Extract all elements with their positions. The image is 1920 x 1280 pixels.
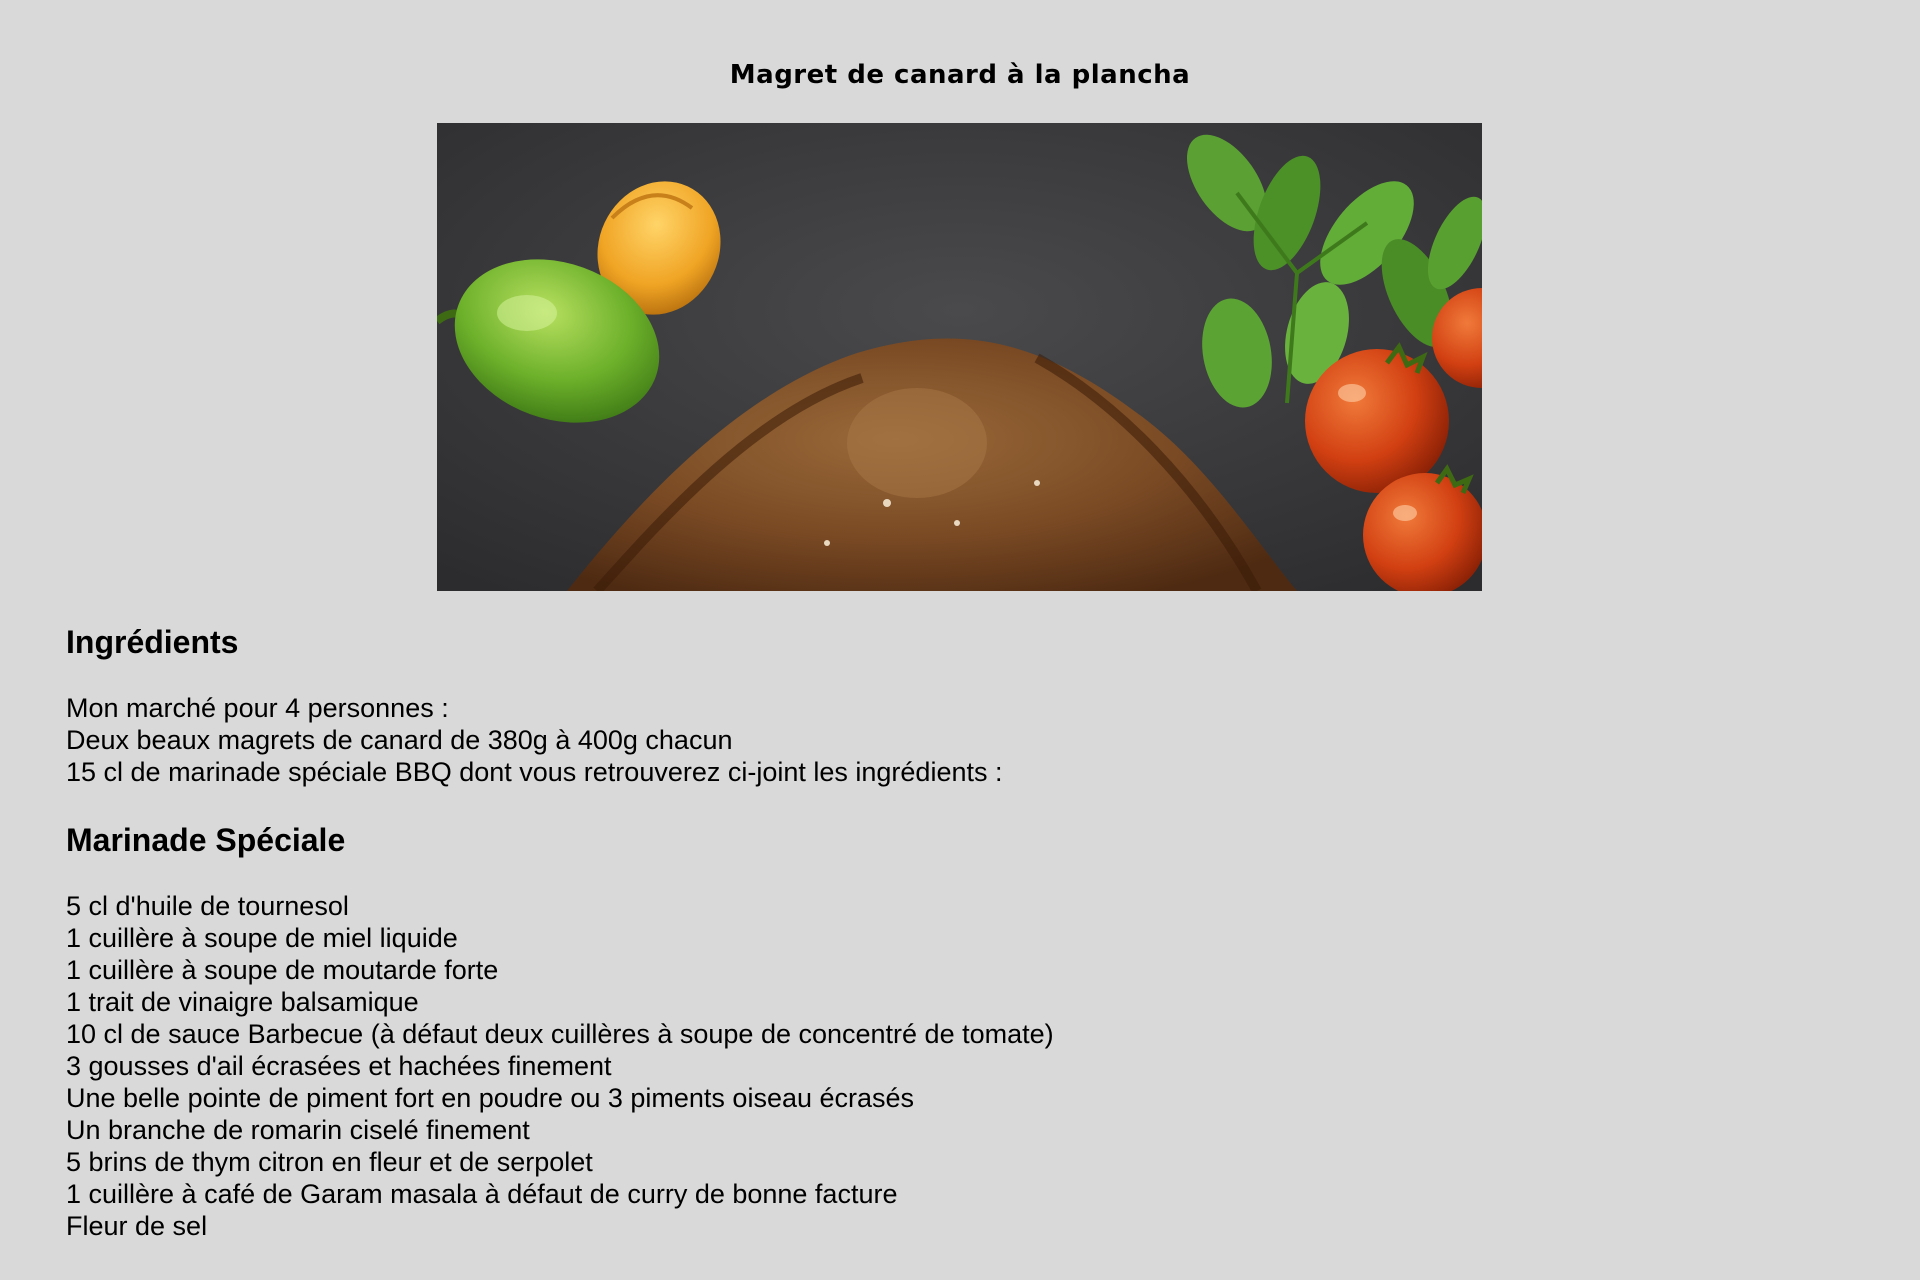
list-item: 1 cuillère à soupe de moutarde forte bbox=[66, 955, 499, 985]
marinade-heading: Marinade Spéciale bbox=[66, 822, 346, 858]
list-item: Une belle pointe de piment fort en poudre ou 3 piments oiseau écrasés bbox=[66, 1083, 915, 1113]
list-item: 5 brins de thym citron en fleur et de serpolet bbox=[66, 1147, 593, 1177]
list-item: 1 cuillère à soupe de miel liquide bbox=[66, 923, 458, 953]
ingredients-heading: Ingrédients bbox=[66, 624, 239, 660]
list-item: 1 trait de vinaigre balsamique bbox=[66, 987, 419, 1017]
page-title: Magret de canard à la plancha bbox=[729, 60, 1191, 90]
list-item: 10 cl de sauce Barbecue (à défaut deux cuillères à soupe de concentré de tomate) bbox=[66, 1019, 1054, 1049]
marinade-list bbox=[66, 890, 1054, 1242]
list-item: Deux beaux magrets de canard de 380g à 400g chacun bbox=[66, 725, 733, 755]
list-item: 3 gousses d'ail écrasées et hachées finement bbox=[66, 1051, 612, 1081]
list-item: 5 cl d'huile de tournesol bbox=[66, 891, 349, 921]
recipe-photo bbox=[437, 123, 1482, 591]
list-item: 1 cuillère à café de Garam masala à défaut de curry de bonne facture bbox=[66, 1179, 898, 1209]
ingredients-list bbox=[66, 692, 1002, 788]
list-item: Mon marché pour 4 personnes : bbox=[66, 693, 449, 723]
list-item: Un branche de romarin ciselé finement bbox=[66, 1115, 530, 1145]
list-item: Fleur de sel bbox=[66, 1211, 208, 1241]
list-item: 15 cl de marinade spéciale BBQ dont vous retrouverez ci-joint les ingrédients : bbox=[66, 757, 1003, 787]
